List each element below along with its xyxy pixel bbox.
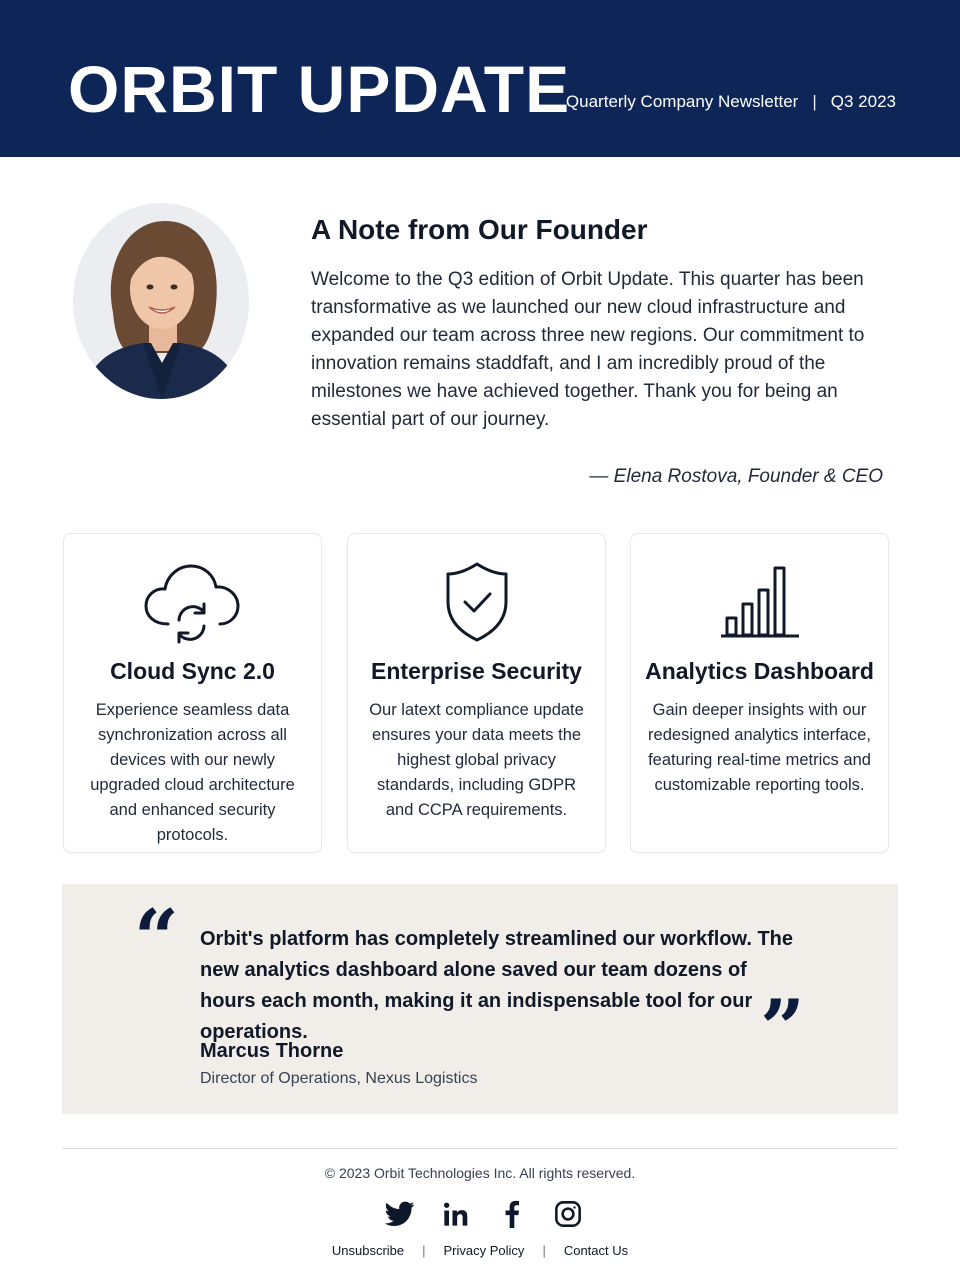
copyright-text: © 2023 Orbit Technologies Inc. All rights reserved. [324, 1165, 636, 1181]
close-quote-mark: ” [760, 983, 805, 1074]
twitter-icon[interactable] [384, 1198, 416, 1230]
feature-card-analytics-dashboard [630, 533, 889, 853]
founder-photo [73, 203, 249, 399]
shield-check-icon [422, 560, 532, 644]
feature-title: Analytics Dashboard [645, 658, 874, 684]
founder-signature: — Elena Rostova, Founder & CEO [589, 466, 883, 487]
feature-title: Cloud Sync 2.0 [110, 658, 275, 684]
feature-card-enterprise-security [347, 533, 606, 853]
facebook-icon[interactable] [496, 1198, 528, 1230]
cloud-sync-icon [138, 560, 248, 644]
feature-body: Experience seamless data synchronization across all devices with our newly upgraded cloud architecture and enhanced security protocols. [90, 701, 295, 844]
privacy-policy-link[interactable]: Privacy Policy [443, 1243, 525, 1258]
social-links [384, 1196, 584, 1232]
testimonial-block [62, 884, 898, 1114]
testimonial-author: Marcus Thorne [200, 1040, 344, 1062]
header-separator: | [812, 92, 817, 111]
newsletter-subtitle: Quarterly Company Newsletter [565, 92, 799, 111]
testimonial-quote: Orbit's platform has completely streamlined our workflow. The new analytics dashboard alone saved our team dozens of hours each month, making it an indispensable tool for our operations. [200, 928, 794, 1043]
newsletter-header [0, 0, 960, 157]
footer-divider [62, 1148, 898, 1149]
issue-label: Q3 2023 [830, 92, 896, 111]
header-tagline [566, 92, 896, 112]
brand-title: ORBIT UPDATE [68, 52, 571, 126]
founder-note-title: A Note from Our Founder [311, 214, 648, 245]
linkedin-icon[interactable] [440, 1198, 472, 1230]
footer-link-separator: | [542, 1243, 546, 1258]
unsubscribe-link[interactable]: Unsubscribe [331, 1243, 405, 1258]
instagram-icon[interactable] [552, 1198, 584, 1230]
founder-note-body: Welcome to the Q3 edition of Orbit Update. This quarter has been transformative as we launched our new cloud infrastructure and expanded our team across three new regions. Our commitment to innovation remains staddfaft, and I am incredibly proud of the milestones we have achieved together. Thank you for being an essential part of our journey. [311, 269, 865, 430]
testimonial-author-role: Director of Operations, Nexus Logistics [200, 1070, 478, 1087]
feature-title: Enterprise Security [371, 658, 582, 684]
feature-body: Gain deeper insights with our redesigned analytics interface, featuring real-time metrics and customizable reporting tools. [648, 701, 871, 794]
bar-chart-icon [705, 560, 815, 644]
feature-body: Our latext compliance update ensures your data meets the highest global privacy standards, including GDPR and CCPA requirements. [369, 701, 584, 819]
footer-link-separator: | [422, 1243, 426, 1258]
contact-us-link[interactable]: Contact Us [563, 1243, 629, 1258]
open-quote-mark: “ [134, 893, 179, 984]
footer-links [0, 1243, 960, 1258]
feature-card-cloud-sync [63, 533, 322, 853]
